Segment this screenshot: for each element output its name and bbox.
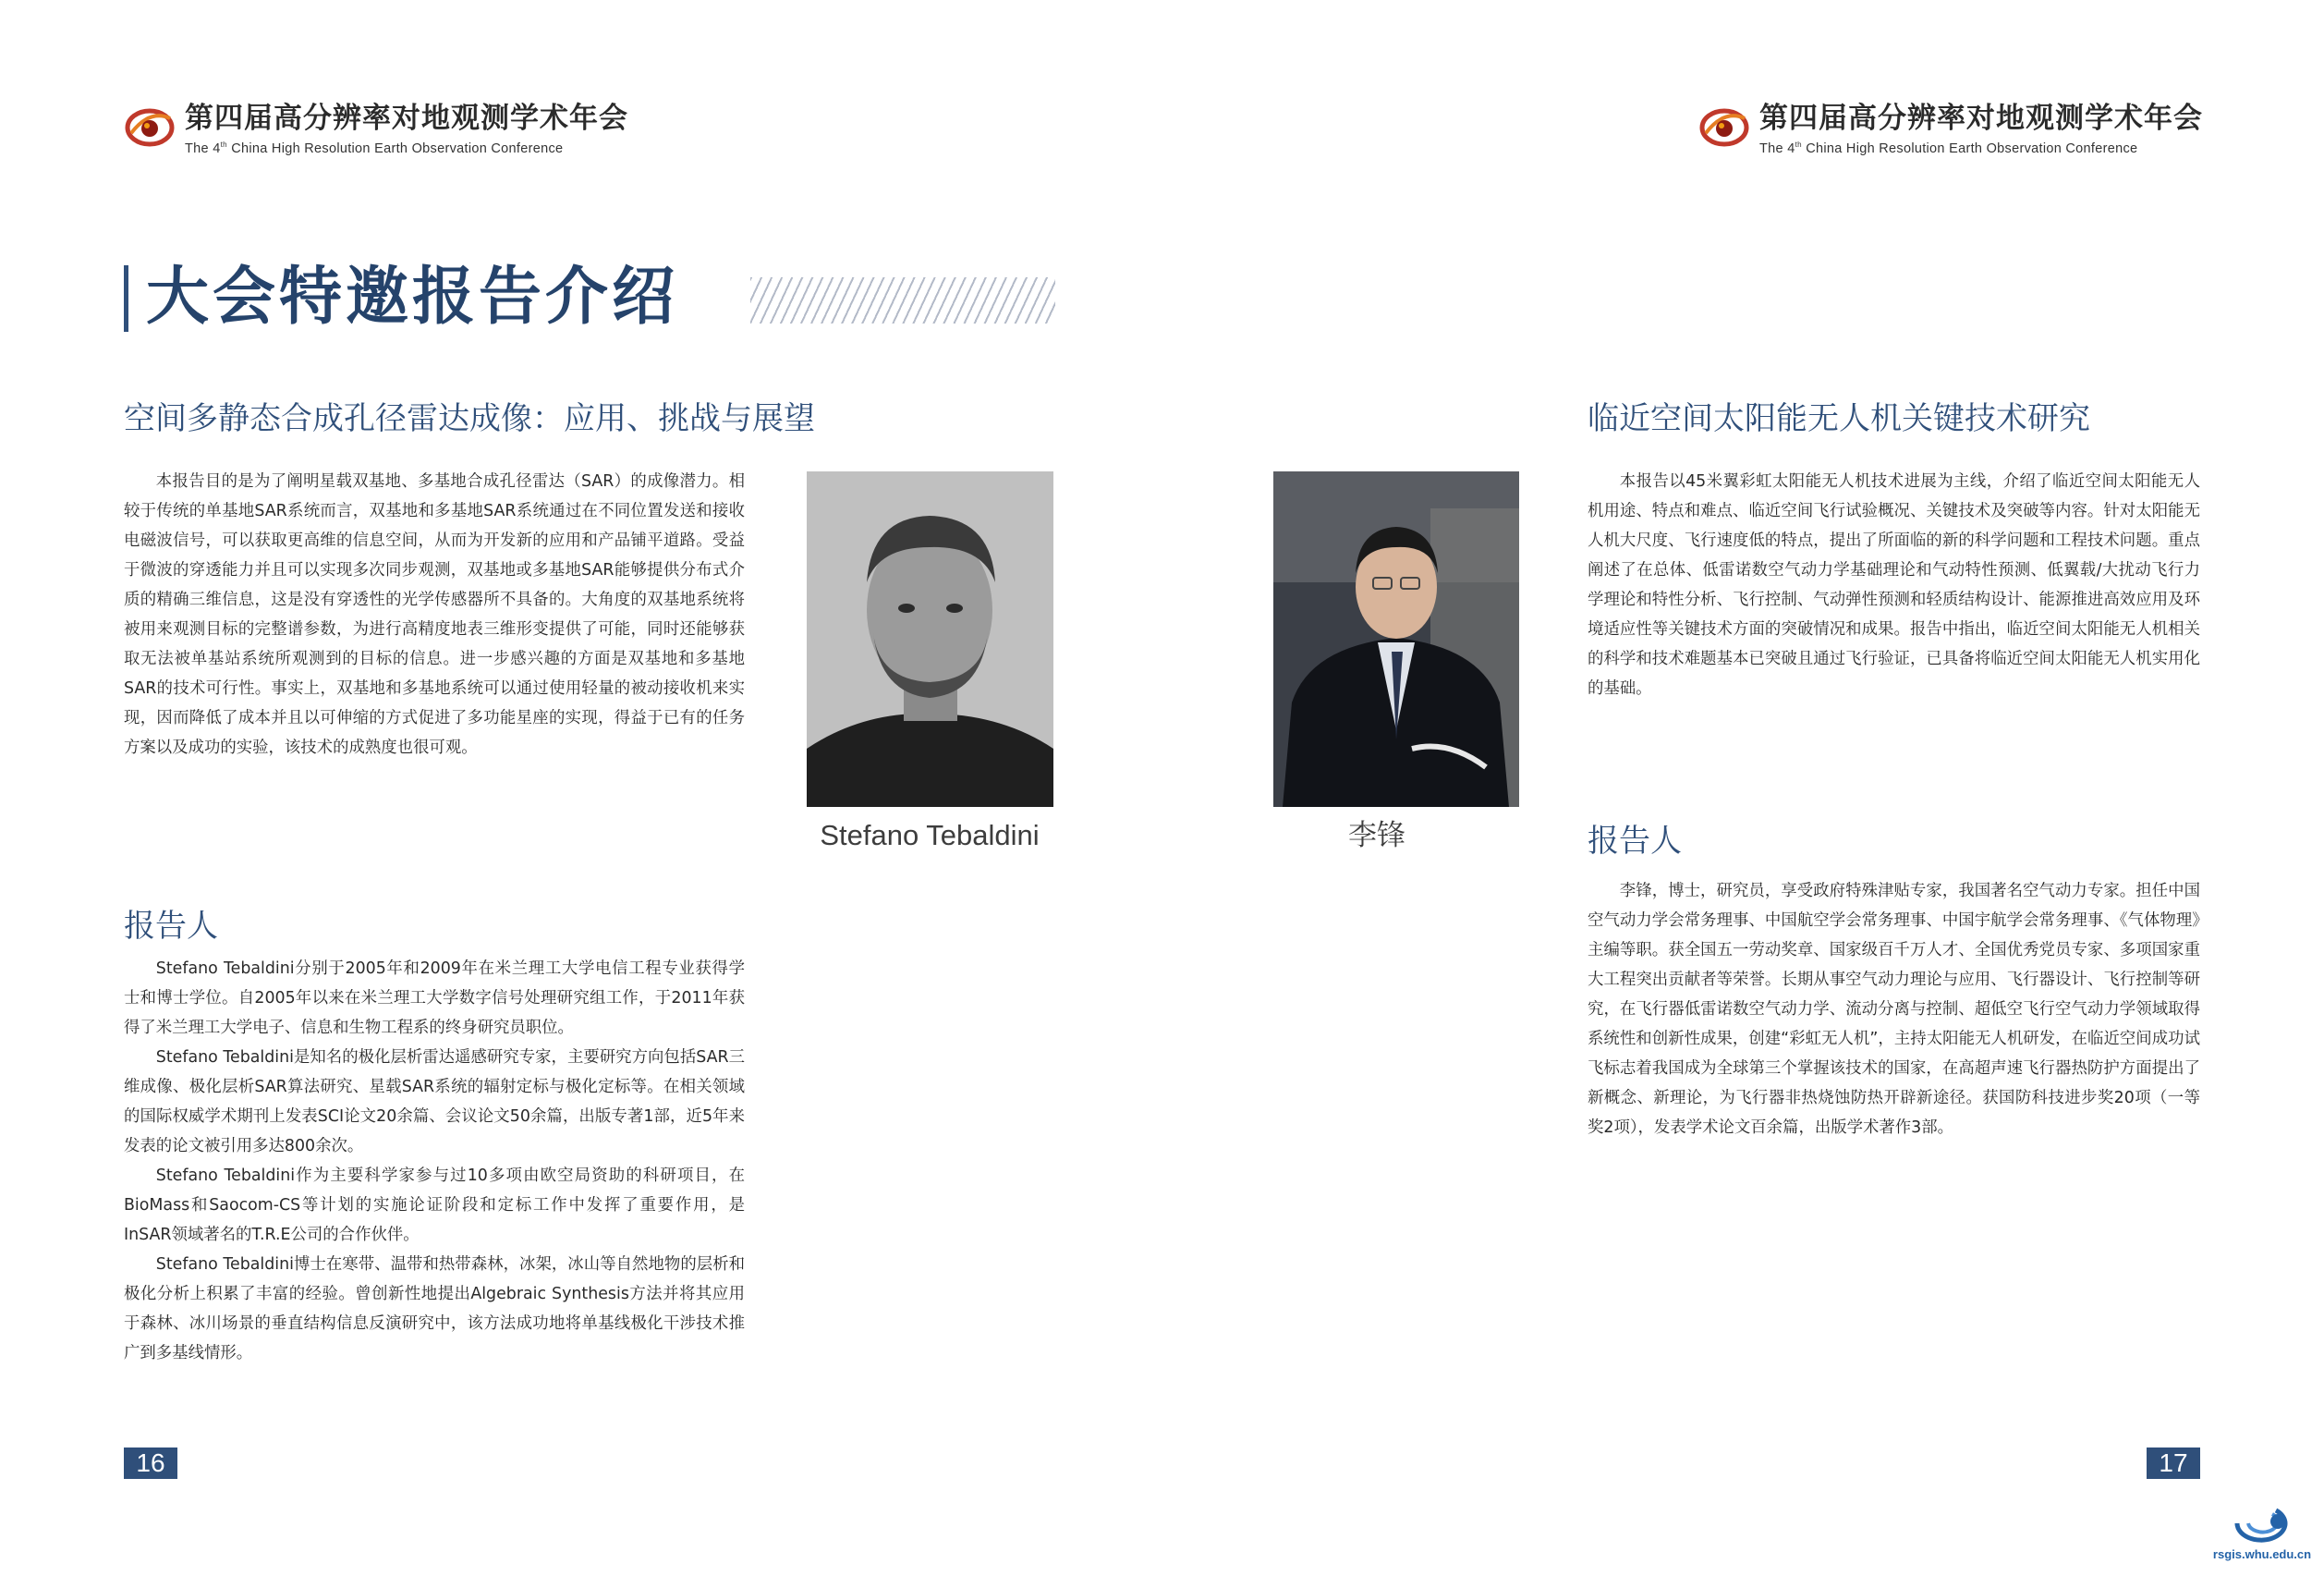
right-speaker-heading: 报告人 [1588, 823, 1682, 860]
whu-logo-icon [2230, 1503, 2294, 1544]
conference-header-right [1698, 100, 2203, 157]
bio-paragraph: Stefano Tebaldini博士在寒带、温带和热带森林，冰架，冰山等自然地物的层析和极化分析上积累了丰富的经验。曾创新性地提出Algebraic Synthesis方法并将其应用于森林、冰川场景的垂直结构信息反演研究中，该方法成功地将单基线极化干涉技术推广到多基线情形。 [124, 1255, 745, 1362]
conference-logo-icon [1698, 105, 1750, 150]
site-watermark [2211, 1503, 2313, 1561]
right-abstract-paragraph: 本报告以45米翼彩虹太阳能无人机技术进展为主线，介绍了临近空间太阳能无人机用途、特点和难点、临近空间飞行试验概况、关键技术及突破等内容。针对太阳能无人机大尺度、飞行速度低的特点，提出了所面临的新的科学问题和工程技术问题。重点阐述了在总体、低雷诺数空气动力学基础理论和气动特性预测、低翼载/大扰动飞行力学理论和特性分析、飞行控制、气动弹性预测和轻质结构设计、能源推进高效应用及环境适应性等关键技术方面的突破情况和成果。报告中指出，临近空间太阳能无人机相关的科学和技术难题基本已突破且通过飞行验证，已具备将临近空间太阳能无人机实用化的基础。 [1588, 472, 2200, 698]
conference-header-left [124, 100, 628, 157]
left-report-title: 空间多静态合成孔径雷达成像：应用、挑战与展望 [124, 400, 815, 437]
conference-title-en: The 4th China High Resolution Earth Observation Conference [185, 140, 564, 156]
conference-title-cn: 第四届高分辨率对地观测学术年会 [1759, 102, 2203, 135]
bio-paragraph: 李锋，博士，研究员，享受政府特殊津贴专家，我国著名空气动力专家。担任中国空气动力学会常务理事、中国航空学会常务理事、中国宇航学会常务理事、《气体物理》主编等职。获全国五一劳动奖章、国家级百千万人才、全国优秀党员专家、多项国家重大工程突出贡献者等荣誉。长期从事空气动力理论与应用、飞行器设计、飞行控制等研究，在飞行器低雷诺数空气动力学、流动分离与控制、超低空飞行空气动力学领域取得系统性和创新性成果，创建“彩虹无人机”，主持太阳能无人机研发，在临近空间成功试飞标志着我国成为全球第三个掌握该技术的国家，在高超声速飞行器热防护方面提出了新概念、新理论，为飞行器非热烧蚀防热开辟新途径。获国防科技进步奖20项（一等奖2项），发表学术论文百余篇，出版学术著作3部。 [1588, 882, 2200, 1137]
bio-paragraph: Stefano Tebaldini是知名的极化层析雷达遥感研究专家，主要研究方向包括SAR三维成像、极化层析SAR算法研究、星载SAR系统的辐射定标与极化定标等。在相关领域的国际权威学术期刊上发表SCI论文20余篇、会议论文50余篇，出版专著1部，近5年来发表的论文被引用多达800余次。 [124, 1048, 745, 1155]
section-title-bar [124, 265, 128, 332]
decorative-hatch [750, 277, 1055, 324]
page-number-left: 16 [124, 1448, 177, 1479]
bio-paragraph: Stefano Tebaldini作为主要科学家参与过10多项由欧空局资助的科研项目，在BioMass和Saocom-CS等计划的实施论证阶段和定标工作中发挥了重要作用，是InSAR领域著名的T.R.E公司的合作伙伴。 [124, 1167, 745, 1244]
conference-title-cn: 第四届高分辨率对地观测学术年会 [185, 102, 628, 135]
right-report-title: 临近空间太阳能无人机关键技术研究 [1588, 400, 2090, 437]
portrait-image [1273, 471, 1519, 807]
bio-paragraph: Stefano Tebaldini分别于2005年和2009年在米兰理工大学电信工程专业获得学士和博士学位。自2005年以来在米兰理工大学数字信号处理研究组工作，于2011年获得了米兰理工大学电子、信息和生物工程系的终身研究员职位。 [124, 959, 745, 1037]
watermark-url: rsgis.whu.edu.cn [2212, 1547, 2312, 1561]
speaker-photo-tebaldini [807, 471, 1053, 807]
speaker-name-li-feng: 李锋 [1348, 819, 1405, 852]
portrait-image [807, 471, 1053, 807]
left-abstract-paragraph: 本报告目的是为了阐明星载双基地、多基地合成孔径雷达（SAR）的成像潜力。相较于传统的单基地SAR系统而言，双基地和多基地SAR系统通过在不同位置发送和接收电磁波信号，可以获取更高维的信息空间，从而为开发新的应用和产品铺平道路。受益于微波的穿透能力并且可以实现多次同步观测，双基地或多基地SAR能够提供分布式介质的精确三维信息，这是没有穿透性的光学传感器所不具备的。大角度的双基地系统将被用来观测目标的完整谱参数，为进行高精度地表三维形变提供了可能，同时还能够获取无法被单基站系统所观测到的目标的信息。进一步感兴趣的方面是双基地和多基地SAR的技术可行性。事实上，双基地和多基地系统可以通过使用轻量的被动接收机来实现，因而降低了成本并且以可伸缩的方式促进了多功能星座的实现，得益于已有的任务方案以及成功的实验，该技术的成熟度也很可观。 [124, 472, 745, 757]
right-speaker-bio [1588, 876, 2200, 1142]
page-number-right: 17 [2147, 1448, 2200, 1479]
left-speaker-bio [124, 954, 745, 1368]
left-report-abstract [124, 467, 745, 763]
section-title: 大会特邀报告介绍 [146, 261, 679, 334]
right-report-abstract [1588, 467, 2200, 703]
speaker-photo-li-feng [1273, 471, 1519, 807]
left-speaker-heading: 报告人 [124, 908, 218, 945]
conference-title-en: The 4th China High Resolution Earth Observation Conference [1759, 140, 2138, 156]
speaker-name-tebaldini: Stefano Tebaldini [820, 819, 1040, 851]
conference-logo-icon [124, 105, 176, 150]
